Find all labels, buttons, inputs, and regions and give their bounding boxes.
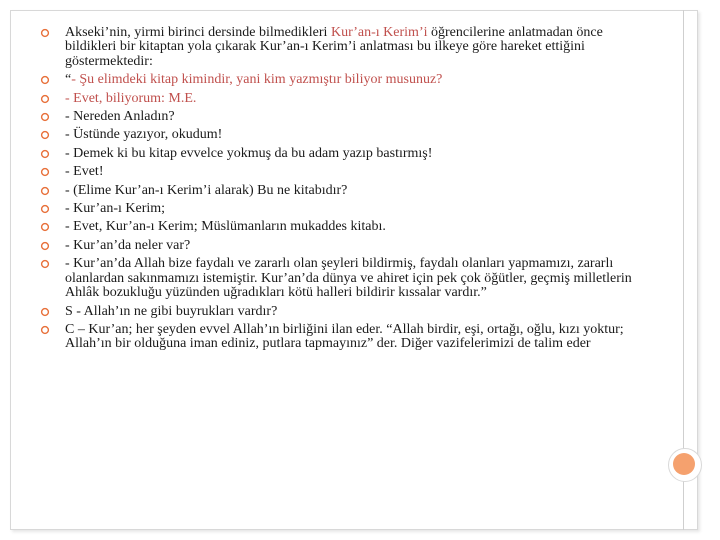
bullet-item — [40, 110, 646, 124]
ring-bullet-icon — [40, 94, 50, 104]
bullet-item — [40, 26, 646, 69]
item-text: “ — [65, 72, 72, 88]
orange-dot-icon — [673, 453, 695, 475]
highlighted-text: - Şu elimdeki kitap kimindir, yani kim yazmıştır biliyor musunuz? — [71, 72, 443, 88]
ring-bullet-icon — [40, 186, 50, 196]
item-text: - Kur’an’da Allah bize faydalı ve zararlı olan şeyleri bildirmiş, faydalı olanları yapmamızı, zararlı olanlardan sakınmamızı istemiştir. Kur’an’da dünya ve ahiret için pek çok öğütler, geçmiş milletlerin Ahlâk bozukluğu yüzünden uğradıkları kötü halleri bildirir kıssalar vardır.” — [65, 256, 632, 301]
item-text: öğrencilerine anlatmadan önce bildikleri bir kitaptan yola çıkarak Kur’an-ı Kerim’i anlatması bu ilkeye göre hareket ettiğini göstermektedir: — [65, 25, 603, 69]
bullet-item — [40, 92, 646, 106]
ring-bullet-icon — [40, 130, 50, 140]
bullet-item — [40, 323, 646, 352]
bullet-item — [40, 165, 646, 179]
bullet-item — [40, 305, 646, 319]
bullet-item — [40, 257, 646, 300]
ring-bullet-icon — [40, 259, 50, 269]
item-text: - Kur’an-ı Kerim; — [65, 201, 166, 217]
highlighted-text: - Evet, biliyorum: M.E. — [65, 90, 197, 106]
bullet-item — [40, 184, 646, 198]
item-text: - Evet! — [65, 164, 104, 180]
bullet-item — [40, 128, 646, 142]
item-text: - Demek ki bu kitap evvelce yokmuş da bu adam yazıp bastırmış! — [65, 145, 433, 161]
ring-bullet-icon — [40, 204, 50, 214]
item-text: Akseki’nin, yirmi birinci dersinde bilmedikleri — [65, 25, 331, 40]
bullet-item — [40, 202, 646, 216]
item-text: S - Allah’ın ne gibi buyrukları vardır? — [65, 303, 278, 319]
ring-bullet-icon — [40, 75, 50, 85]
item-text: C – Kur’an; her şeyden evvel Allah’ın birliğini ilan eder. “Allah birdir, eşi, ortağı, oğlu, kızı yoktur; Allah’ın bir olduğuna iman ediniz, putlara tapmayınız” der. Diğer vazifelerimizi de talim eder — [65, 321, 624, 352]
ring-bullet-icon — [40, 149, 50, 159]
ring-bullet-icon — [40, 307, 50, 317]
ring-bullet-icon — [40, 325, 50, 335]
ring-bullet-icon — [40, 167, 50, 177]
item-text: - (Elime Kur’an-ı Kerim’i alarak) Bu ne kitabıdır? — [65, 182, 348, 198]
item-text: - Kur’an’da neler var? — [65, 237, 191, 253]
bullet-item — [40, 147, 646, 161]
bullet-list — [40, 26, 646, 356]
item-text: - Nereden Anladın? — [65, 109, 175, 125]
item-text: - Üstünde yazıyor, okudum! — [65, 127, 223, 143]
ring-bullet-icon — [40, 222, 50, 232]
ring-bullet-icon — [40, 28, 50, 38]
ring-bullet-icon — [40, 112, 50, 122]
bullet-item — [40, 73, 646, 87]
highlighted-text: Kur’an-ı Kerim’i — [330, 25, 428, 40]
bullet-item — [40, 239, 646, 253]
bullet-item — [40, 220, 646, 234]
item-text: - Evet, Kur’an-ı Kerim; Müslümanların mukaddes kitabı. — [65, 219, 386, 235]
ring-bullet-icon — [40, 241, 50, 251]
